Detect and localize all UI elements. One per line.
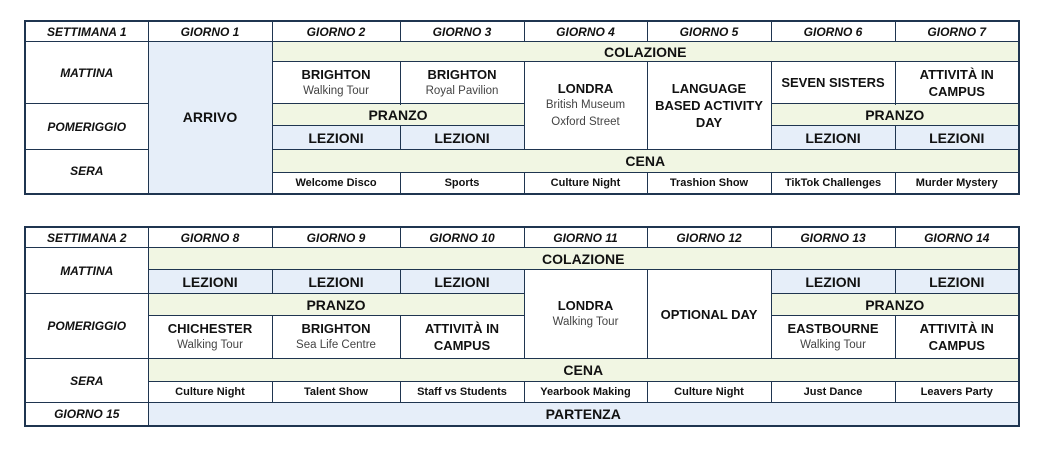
partenza-banner: PARTENZA (148, 403, 1019, 426)
lezioni-cell: LEZIONI (895, 126, 1019, 150)
pranzo-banner: PRANZO (272, 104, 524, 126)
activity-cell: BRIGHTON Walking Tour (272, 62, 400, 104)
lezioni-cell: LEZIONI (895, 270, 1019, 294)
evening-activity: Talent Show (272, 382, 400, 403)
evening-activity: Trashion Show (647, 173, 771, 194)
activity-cell: SEVEN SISTERS (771, 62, 895, 104)
pranzo-banner: PRANZO (148, 294, 524, 316)
lezioni-cell: LEZIONI (272, 126, 400, 150)
colazione-banner: COLAZIONE (272, 42, 1019, 62)
lezioni-cell: LEZIONI (400, 270, 524, 294)
activity-cell: LANGUAGE BASED ACTIVITY DAY (647, 62, 771, 150)
cena-banner: CENA (148, 359, 1019, 382)
row-label-mattina: MATTINA (25, 248, 148, 294)
activity-cell: OPTIONAL DAY (647, 270, 771, 359)
lezioni-cell: LEZIONI (400, 126, 524, 150)
day-header: GIORNO 13 (771, 227, 895, 248)
lezioni-cell: LEZIONI (272, 270, 400, 294)
arrivo-cell: ARRIVO (148, 42, 272, 194)
activity-cell: LONDRA Walking Tour (524, 270, 647, 359)
day-header: GIORNO 14 (895, 227, 1019, 248)
evening-activity: Murder Mystery (895, 173, 1019, 194)
row-label-pomeriggio: POMERIGGIO (25, 104, 148, 150)
day-header: GIORNO 9 (272, 227, 400, 248)
day-header: GIORNO 5 (647, 21, 771, 42)
lezioni-cell: LEZIONI (771, 126, 895, 150)
row-label-sera: SERA (25, 359, 148, 403)
day-header: GIORNO 3 (400, 21, 524, 42)
week1-schedule-table (24, 20, 1020, 195)
activity-cell: LONDRA British Museum Oxford Street (524, 62, 647, 150)
week-label: SETTIMANA 1 (25, 21, 148, 42)
activity-cell: ATTIVITÀ IN CAMPUS (895, 62, 1019, 104)
day-header: GIORNO 10 (400, 227, 524, 248)
activity-cell: CHICHESTER Walking Tour (148, 316, 272, 359)
activity-cell: ATTIVITÀ IN CAMPUS (400, 316, 524, 359)
day-header: GIORNO 1 (148, 21, 272, 42)
day-header: GIORNO 4 (524, 21, 647, 42)
evening-activity: Culture Night (647, 382, 771, 403)
row-label-sera: SERA (25, 150, 148, 194)
pranzo-banner: PRANZO (771, 104, 1019, 126)
colazione-banner: COLAZIONE (148, 248, 1019, 270)
activity-cell: EASTBOURNE Walking Tour (771, 316, 895, 359)
week2-header-row (25, 227, 1019, 248)
evening-activity: Sports (400, 173, 524, 194)
day-header: GIORNO 8 (148, 227, 272, 248)
evening-activity: Just Dance (771, 382, 895, 403)
evening-activity: Culture Night (148, 382, 272, 403)
week2-schedule-table (24, 226, 1020, 427)
evening-activity: Staff vs Students (400, 382, 524, 403)
day-header: GIORNO 7 (895, 21, 1019, 42)
evening-activity: Culture Night (524, 173, 647, 194)
lezioni-cell: LEZIONI (771, 270, 895, 294)
lezioni-cell: LEZIONI (148, 270, 272, 294)
pranzo-banner: PRANZO (771, 294, 1019, 316)
activity-cell: ATTIVITÀ IN CAMPUS (895, 316, 1019, 359)
day-header: GIORNO 11 (524, 227, 647, 248)
evening-activity: Yearbook Making (524, 382, 647, 403)
day-header: GIORNO 12 (647, 227, 771, 248)
cena-banner: CENA (272, 150, 1019, 173)
evening-activity: Welcome Disco (272, 173, 400, 194)
row-label-pomeriggio: POMERIGGIO (25, 294, 148, 359)
evening-activity: Leavers Party (895, 382, 1019, 403)
activity-cell: BRIGHTON Royal Pavilion (400, 62, 524, 104)
activity-cell: BRIGHTON Sea Life Centre (272, 316, 400, 359)
week-label: SETTIMANA 2 (25, 227, 148, 248)
week1-header-row (25, 21, 1019, 42)
day15-label: GIORNO 15 (25, 403, 148, 426)
evening-activity: TikTok Challenges (771, 173, 895, 194)
day-header: GIORNO 2 (272, 21, 400, 42)
day-header: GIORNO 6 (771, 21, 895, 42)
row-label-mattina: MATTINA (25, 42, 148, 104)
